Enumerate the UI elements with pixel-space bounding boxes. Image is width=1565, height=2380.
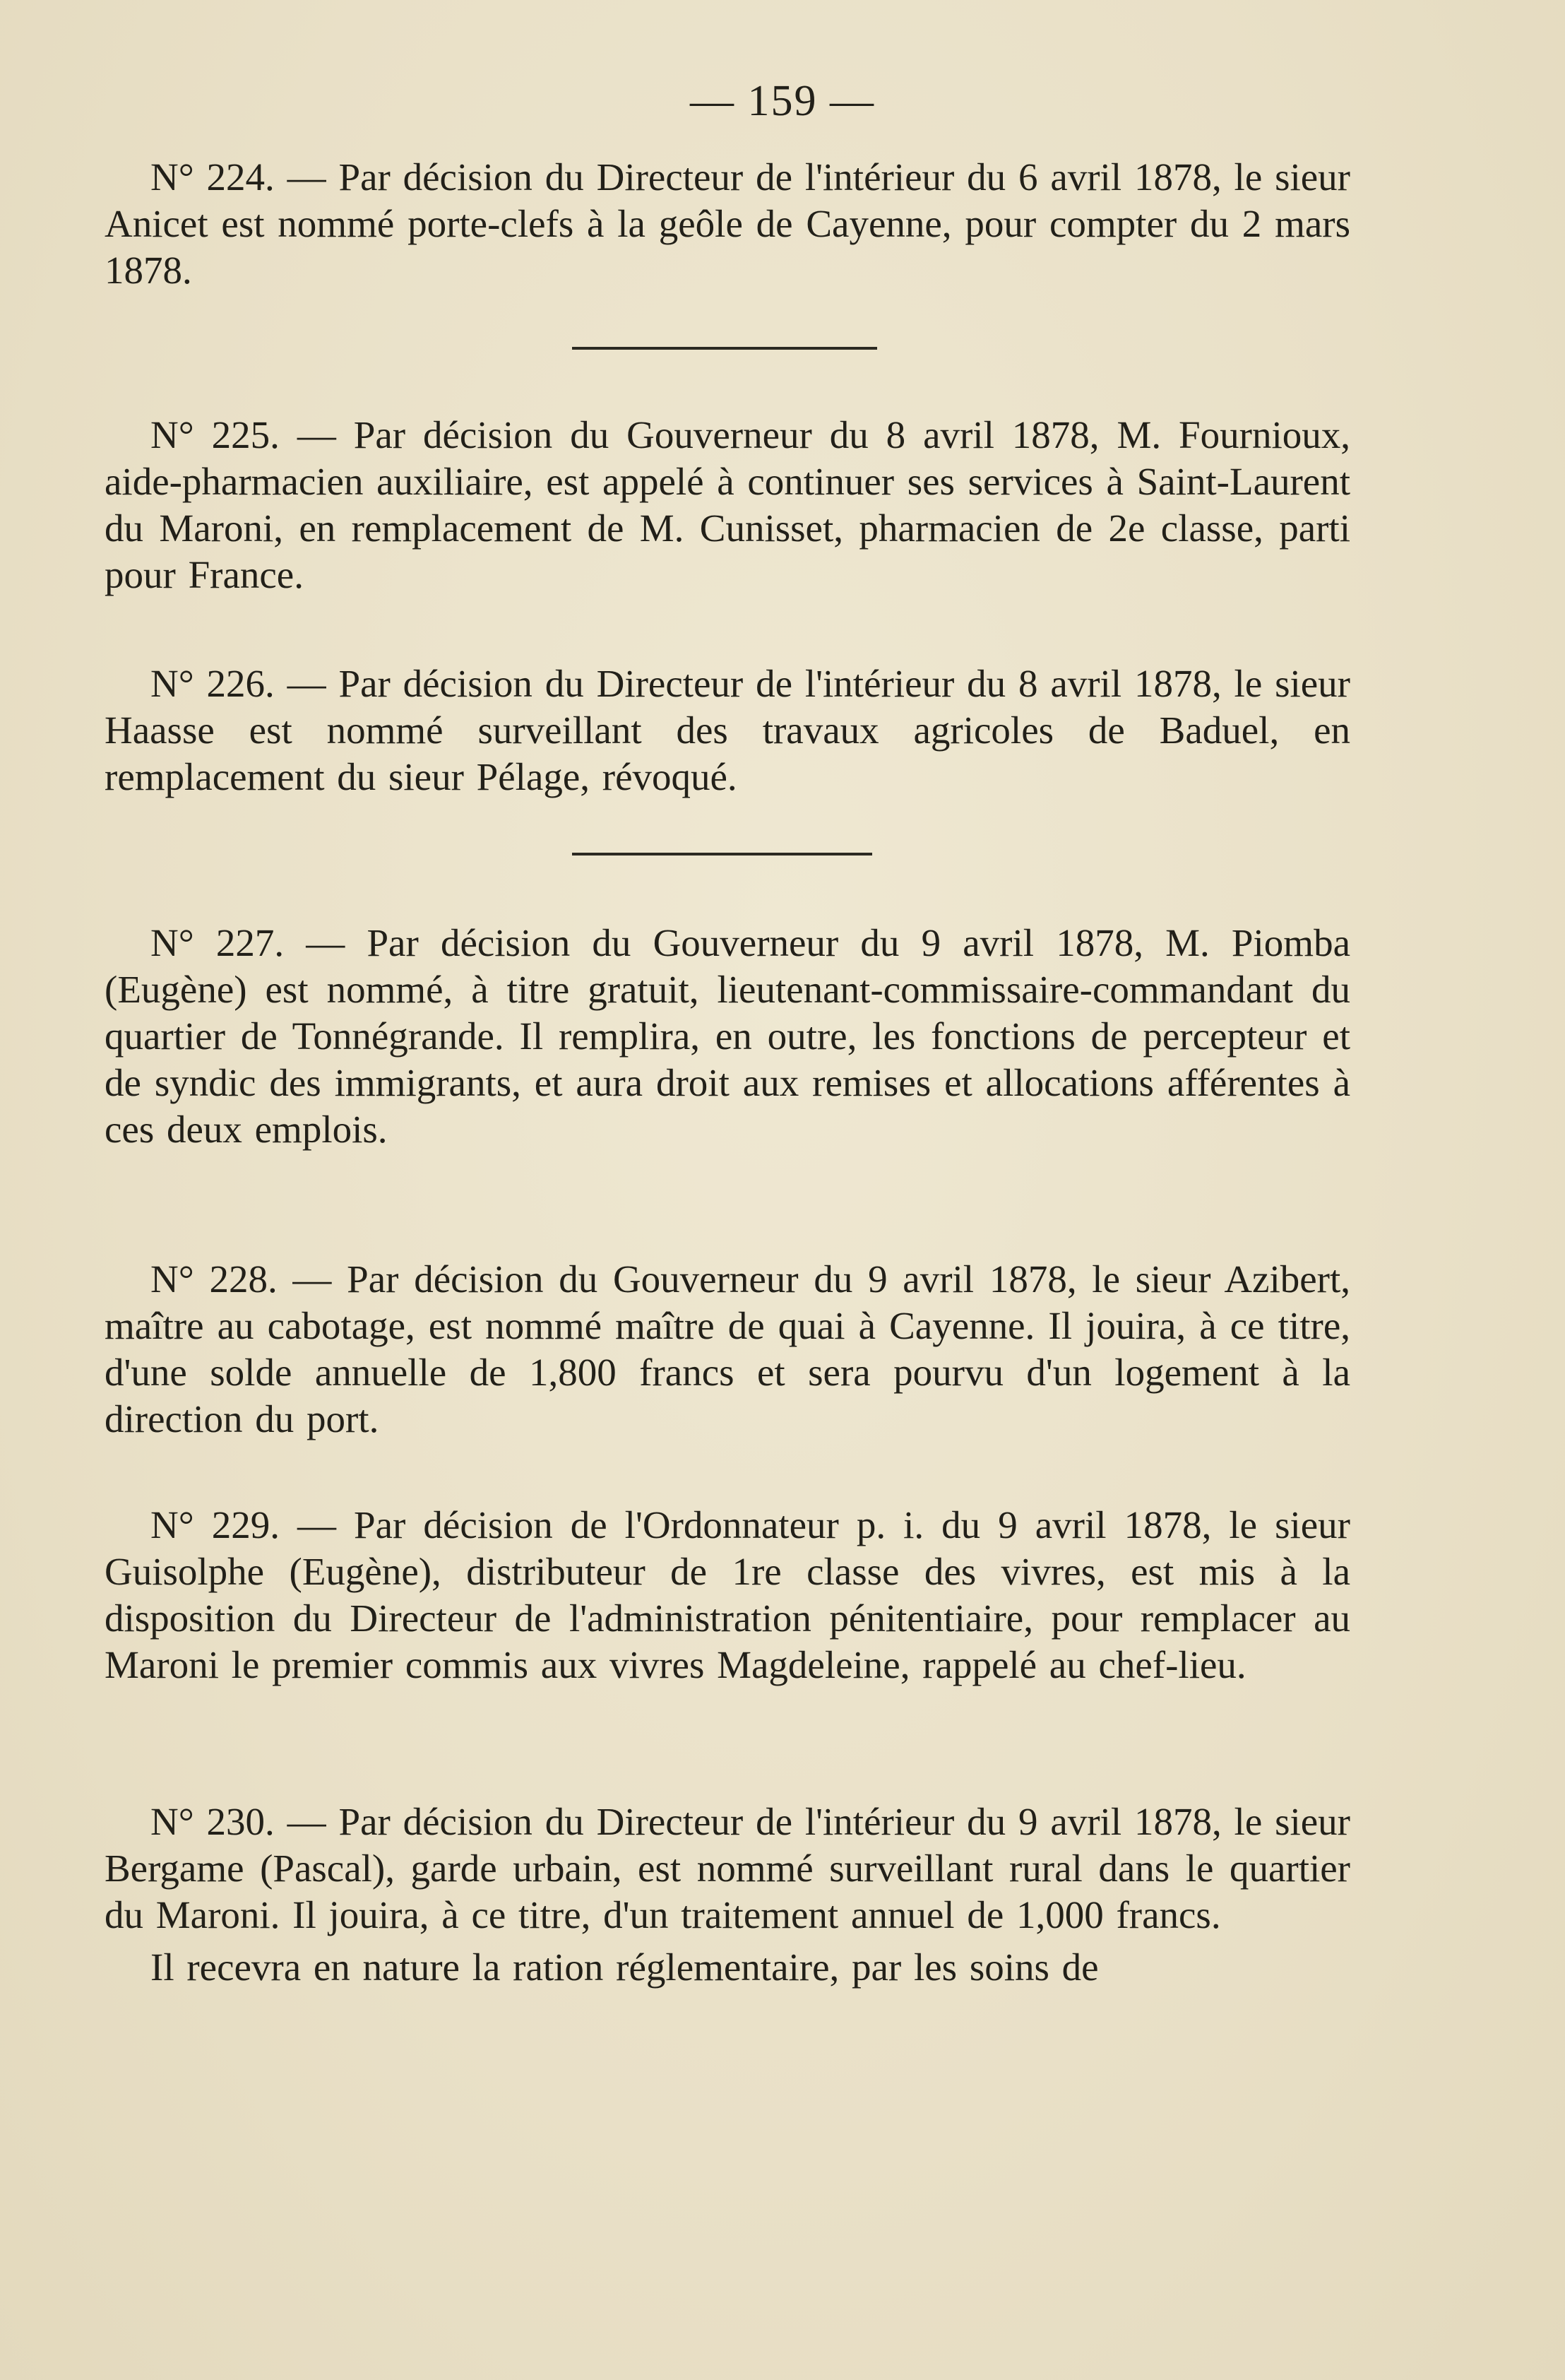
- entry-224: [105, 154, 1350, 294]
- entry-227: [105, 920, 1350, 1153]
- entry-text: N° 229. — Par décision de l'Ordonnateur p. i. du 9 avril 1878, le sieur Guisolphe (Eugène), distributeur de 1re classe des vivres, est mis à la disposition du Directeur de l'administration pénitentiaire, pour remplacer au Maroni le premier commis aux vivres Magdeleine, rappelé au chef-lieu.: [105, 1503, 1350, 1686]
- entry-text: N° 227. — Par décision du Gouverneur du 9 avril 1878, M. Piomba (Eugène) est nommé, à titre gratuit, lieutenant-commissaire-commandant du quartier de Tonnégrande. Il remplira, en outre, les fonctions de percepteur et de syndic des immigrants, et aura droit aux remises et allocations afférentes à ces deux emplois.: [105, 921, 1350, 1151]
- entry-text: N° 230. — Par décision du Directeur de l'intérieur du 9 avril 1878, le sieur Bergame (Pascal), garde urbain, est nommé surveillant rural dans le quartier du Maroni. Il jouira, à ce titre, d'un traitement annuel de 1,000 francs.: [105, 1800, 1350, 1936]
- entry-228: [105, 1256, 1350, 1443]
- entry-text: N° 226. — Par décision du Directeur de l'intérieur du 8 avril 1878, le sieur Haasse est nommé surveillant des travaux agricoles de Baduel, en remplacement du sieur Pélage, révoqué.: [105, 662, 1350, 798]
- entry-text: N° 224. — Par décision du Directeur de l'intérieur du 6 avril 1878, le sieur Anicet est nommé porte-clefs à la geôle de Cayenne, pour compter du 2 mars 1878.: [105, 155, 1350, 292]
- entry-226: [105, 661, 1350, 800]
- entry-230: [105, 1799, 1350, 1991]
- section-divider: [572, 853, 872, 856]
- continuation-text: Il recevra en nature la ration réglementaire, par les soins de: [150, 1946, 1099, 1989]
- entry-225: [105, 412, 1350, 598]
- section-divider: [572, 347, 877, 350]
- entry-229: [105, 1502, 1350, 1688]
- page-number: — 159 —: [690, 77, 875, 125]
- entry-text: N° 225. — Par décision du Gouverneur du 8 avril 1878, M. Fournioux, aide-pharmacien auxiliaire, est appelé à continuer ses services à Saint-Laurent du Maroni, en remplacement de M. Cunisset, pharmacien de 2e classe, parti pour France.: [105, 413, 1350, 596]
- entry-text: N° 228. — Par décision du Gouverneur du 9 avril 1878, le sieur Azibert, maître au cabotage, est nommé maître de quai à Cayenne. Il jouira, à ce titre, d'une solde annuelle de 1,800 francs et sera pourvu d'un logement à la direction du port.: [105, 1257, 1350, 1440]
